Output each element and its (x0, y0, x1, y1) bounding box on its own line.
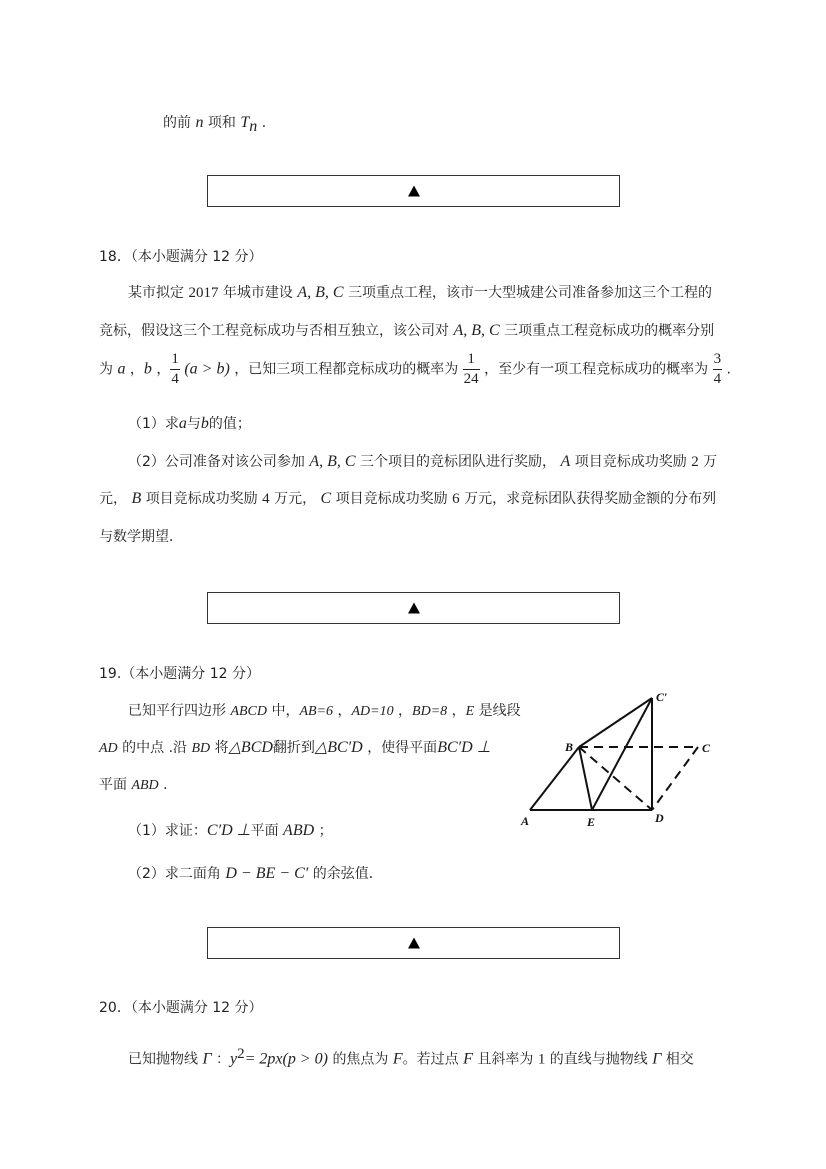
edge-be (579, 747, 592, 810)
math-gamma: Γ (652, 1050, 662, 1068)
text: . (726, 361, 731, 378)
year: 2017 (188, 285, 219, 301)
q18-part2-line2 (99, 488, 716, 508)
math-b: b (143, 360, 152, 378)
number: 6 (452, 491, 460, 507)
math-ab: AB=6 (299, 704, 334, 719)
text: 翻折到 (272, 740, 315, 756)
numerator: 1 (463, 352, 480, 370)
math-a: a (178, 415, 187, 432)
text: 中， (271, 703, 300, 719)
text: （1）求证： (128, 823, 207, 839)
q18-part2-line1 (128, 451, 717, 471)
q19-line3 (99, 774, 168, 794)
text: 已知平行四边形 (128, 703, 226, 719)
text: ，使得平面 (367, 740, 438, 756)
math-exponent: 2 (237, 1046, 245, 1062)
text: 的值； (208, 416, 251, 432)
math-ad: AD (99, 741, 118, 756)
fraction-3-4 (713, 352, 723, 387)
math-abcd: ABCD (230, 704, 268, 719)
geometry-figure (515, 688, 740, 830)
text: 元， (99, 491, 127, 507)
label-B: B (565, 740, 574, 754)
math-y: y (230, 1050, 238, 1068)
text: ， (398, 703, 413, 719)
text: 三个项目的竞标团队进行奖励， (360, 454, 557, 470)
edge-bcp (579, 698, 652, 747)
math-sub-n: n (249, 117, 258, 135)
text: . (261, 115, 267, 131)
math-plane-bcpd: BC′D ⊥ (437, 739, 491, 756)
label-C-prime: C′ (656, 690, 668, 704)
text: 已知抛物线 (128, 1051, 198, 1068)
text: ，至少有一项工程竞标成功的概率为 (484, 361, 709, 378)
numerator: 3 (713, 352, 723, 370)
math-F: F (392, 1050, 403, 1068)
text: 竞标，假设这三个工程竞标成功与否相互独立，该公司对 (99, 323, 449, 339)
math-dihedral: D − BE − C′ (225, 865, 309, 882)
q19-part1 (128, 820, 333, 840)
math-abc: A, B, C (453, 322, 500, 339)
q19-line2 (99, 737, 491, 757)
text: 的焦点为 (332, 1051, 389, 1068)
text: ，已知三项工程都竞标成功的概率为 (234, 361, 459, 378)
text: 万元，求竞标团队获得奖励金额的分布列 (464, 491, 717, 507)
q18-line3 (99, 352, 731, 387)
answer-box-18[interactable] (207, 592, 620, 624)
number: 1 (537, 1051, 546, 1068)
triangle-icon (408, 938, 420, 949)
denominator: 24 (463, 371, 479, 387)
text: ， (451, 703, 466, 719)
math-cond: (a > b) (184, 360, 230, 378)
text: ； (318, 823, 333, 839)
label-E: E (587, 815, 596, 829)
math-triangle-bcd: △BCD (228, 739, 273, 756)
number: 4 (262, 491, 270, 507)
text: 项目竞标成功奖励 (145, 491, 258, 507)
triangle-icon (408, 186, 420, 197)
q18-part1 (128, 413, 251, 433)
q18-part2-line3: 与数学期望． (99, 529, 183, 545)
q18-line1 (128, 282, 712, 302)
text: 万元， (274, 491, 317, 507)
text: 的前 (163, 115, 191, 131)
math-a: a (117, 360, 126, 378)
q19-line1 (128, 700, 521, 720)
math-C: C (320, 490, 332, 507)
triangle-icon (408, 603, 420, 614)
text: 项目竞标成功奖励 (335, 491, 448, 507)
math-abc: A, B, C (297, 284, 344, 301)
q20-line1 (128, 1046, 694, 1069)
text: ， (337, 703, 352, 719)
math-T: T (240, 114, 250, 131)
edge-ab (530, 747, 579, 810)
math-F: F (463, 1050, 473, 1068)
text: （2）求二面角 (128, 866, 221, 882)
math-ad: AD=10 (351, 704, 394, 719)
math-E: E (465, 704, 475, 719)
text: 三项重点工程，该市一大型城建公司准备参加这三个工程的 (348, 285, 713, 301)
math-b: b (200, 415, 209, 432)
q20-header: 20．（本小题满分 12 分） (99, 1000, 263, 1016)
math-gamma: Γ (202, 1050, 212, 1068)
math-equation: = 2px(p > 0) (244, 1050, 328, 1068)
text: 的直线与抛物线 (549, 1051, 648, 1068)
math-B: B (131, 490, 142, 507)
edge-cd-dashed (652, 747, 698, 810)
text: 三项重点工程竞标成功的概率分别 (504, 323, 715, 339)
text: 为 (99, 361, 113, 378)
text: 平面 (250, 823, 279, 839)
label-C: C (702, 741, 711, 755)
edge-ecp (592, 698, 652, 810)
text: 相交 (665, 1051, 694, 1068)
text: 某市拟定 (128, 285, 184, 301)
math-A: A (560, 453, 571, 470)
math-bd: BD=8 (412, 704, 448, 719)
text: 是线段 (478, 703, 521, 719)
text: 万 (703, 454, 718, 470)
fraction-1-4 (170, 352, 180, 387)
q19-header: 19.（本小题满分 12 分） (99, 666, 260, 682)
q18-header: 18．（本小题满分 12 分） (99, 249, 263, 265)
answer-box-17[interactable] (207, 175, 620, 207)
text: ， (129, 361, 144, 378)
text: （2）公司准备对该公司参加 (128, 454, 305, 470)
text: （1）求 (128, 416, 179, 432)
text: . (163, 777, 168, 793)
math-triangle-bcpd: △BC′D (314, 739, 363, 756)
text: 且斜率为 (477, 1051, 534, 1068)
label-A: A (521, 814, 530, 828)
math-cpd-perp: C′D ⊥ (206, 822, 251, 839)
number: 2 (691, 454, 699, 470)
fraction-1-24 (463, 352, 480, 387)
math-abd: ABD (131, 778, 159, 793)
text: 的余弦值． (312, 866, 383, 882)
q18-line2 (99, 320, 714, 340)
math-abd: ABD (283, 822, 315, 839)
numerator: 1 (170, 352, 180, 370)
math-bd: BD (191, 741, 211, 756)
text: 项和 (207, 115, 236, 131)
math-abc: A, B, C (309, 453, 356, 470)
text: 年城市建设 (222, 285, 293, 301)
text: 平面 (99, 777, 127, 793)
math-n: n (195, 114, 204, 131)
text: 与 (186, 416, 201, 432)
q19-part2 (128, 863, 383, 883)
label-D: D (655, 811, 664, 825)
text: 的中点 .沿 (122, 740, 188, 756)
text: 将 (214, 740, 229, 756)
answer-box-19[interactable] (207, 927, 620, 959)
denominator: 4 (713, 371, 722, 387)
q17-tail-line (163, 112, 266, 136)
text: 项目竞标成功奖励 (574, 454, 687, 470)
text: 。若过点 (402, 1051, 459, 1068)
text: ： (216, 1051, 231, 1068)
denominator: 4 (171, 371, 179, 387)
text: ， (156, 361, 171, 378)
